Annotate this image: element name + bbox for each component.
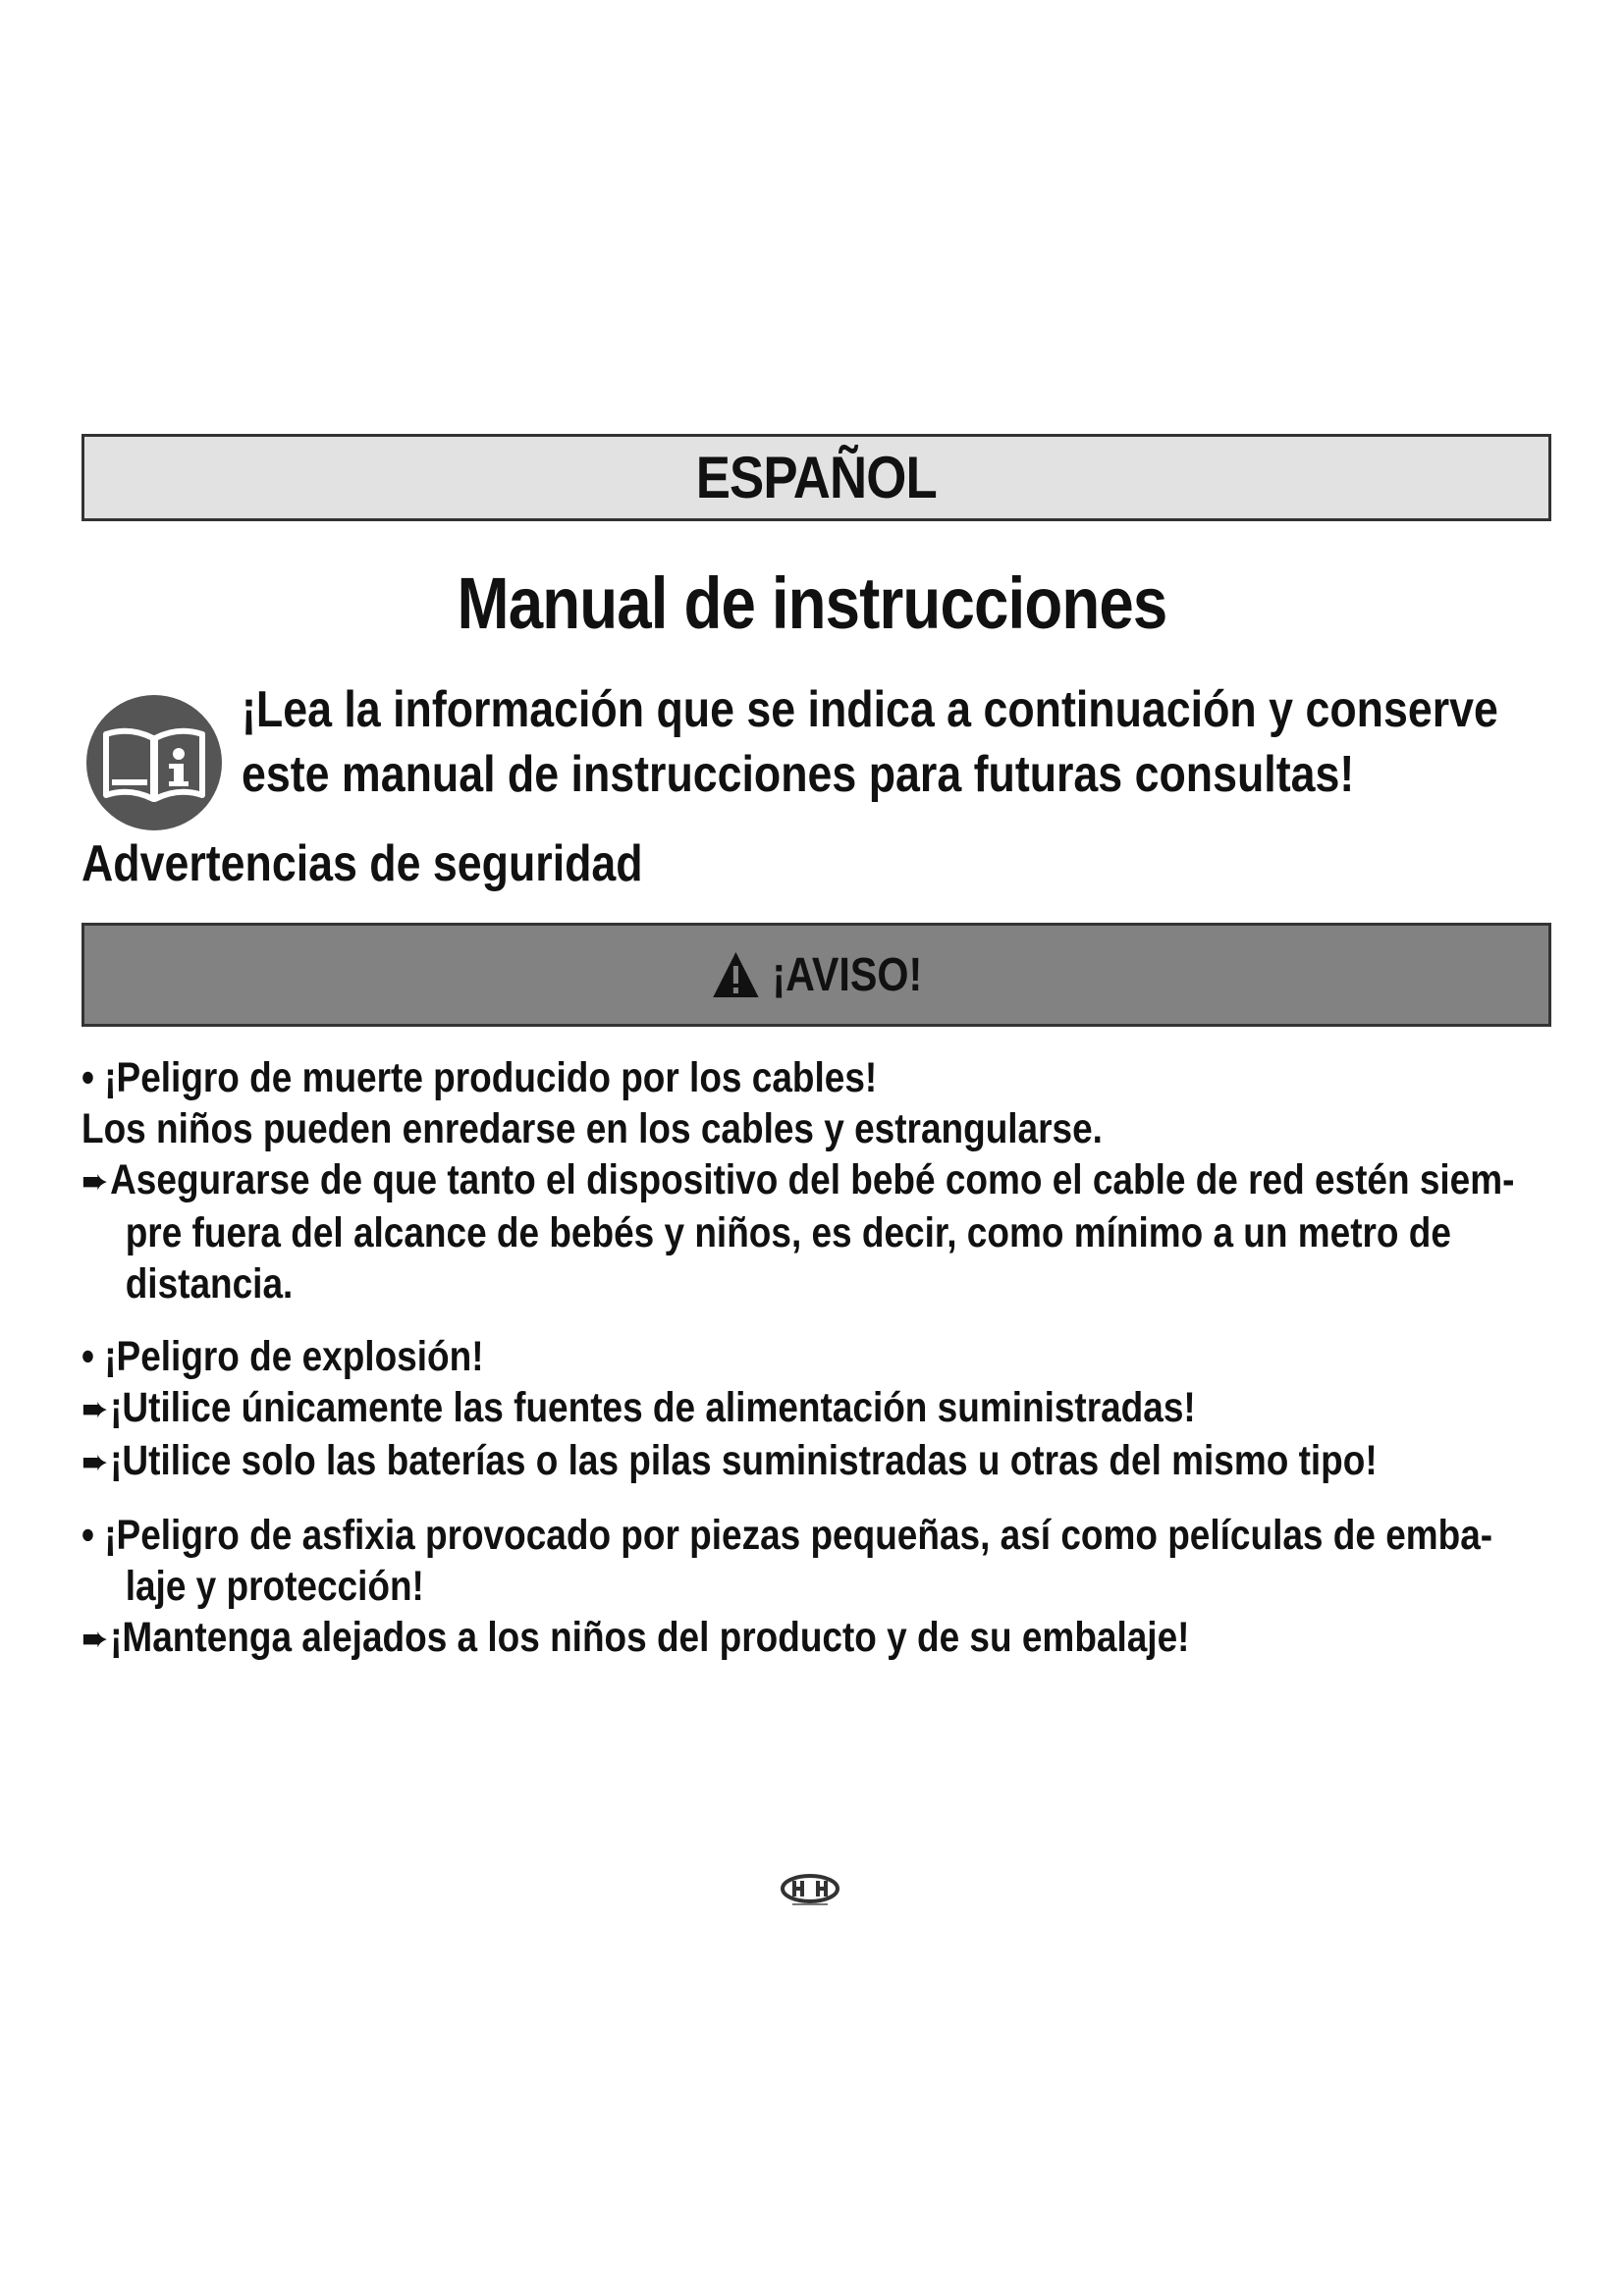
book-info-icon xyxy=(84,693,224,832)
arrow-right-icon: ➨ xyxy=(81,1389,109,1430)
bullet-asphyxia-line-1: • ¡Peligro de asfixia provocado por piezas pequeñas, así como películas de emba- xyxy=(81,1512,1493,1559)
explosion-action-2: ➨¡Utilice solo las baterías o las pilas suministradas u otras del mismo tipo! xyxy=(81,1435,1517,1488)
bullet-asphyxia-line-2: laje y protección! xyxy=(125,1563,424,1610)
intro-text xyxy=(242,677,1559,807)
section-heading: Advertencias de seguridad xyxy=(81,835,643,892)
language-header xyxy=(81,434,1551,521)
asphyxia-action: ➨¡Mantenga alejados a los niños del producto y de su embalaje! xyxy=(81,1612,1517,1665)
arrow-right-icon: ➨ xyxy=(81,1161,109,1202)
cables-action-line-3: distancia. xyxy=(125,1260,294,1308)
warning-triangle-icon xyxy=(711,950,760,999)
explosion-action-1: ➨¡Utilice únicamente las fuentes de alimentación suministradas! xyxy=(81,1382,1517,1435)
cables-action-line-1: ➨Asegurarse de que tanto el dispositivo del bebé como el cable de red estén siem- xyxy=(81,1154,1517,1207)
intro-line-1: ¡Lea la información que se indica a continuación y conserve xyxy=(242,681,1498,738)
page-title: Manual de instrucciones xyxy=(457,562,1167,644)
intro-line-2: este manual de instrucciones para futuras consultas! xyxy=(242,746,1355,803)
arrow-right-icon: ➨ xyxy=(81,1442,109,1483)
warning-label: ¡AVISO! xyxy=(772,948,922,1001)
warning-banner xyxy=(81,923,1551,1027)
language-label: ESPAÑOL xyxy=(695,445,938,510)
bullet-explosion: • ¡Peligro de explosión! xyxy=(81,1333,484,1380)
brand-logo xyxy=(779,1873,841,1908)
cables-text: Los niños pueden enredarse en los cables y estrangularse. xyxy=(81,1105,1103,1152)
safety-warnings xyxy=(81,1052,1517,1665)
arrow-right-icon: ➨ xyxy=(81,1619,109,1660)
cables-action-line-2: pre fuera del alcance de bebés y niños, es decir, como mínimo a un metro de xyxy=(125,1209,1451,1256)
bullet-cables: • ¡Peligro de muerte producido por los cables! xyxy=(81,1054,878,1101)
